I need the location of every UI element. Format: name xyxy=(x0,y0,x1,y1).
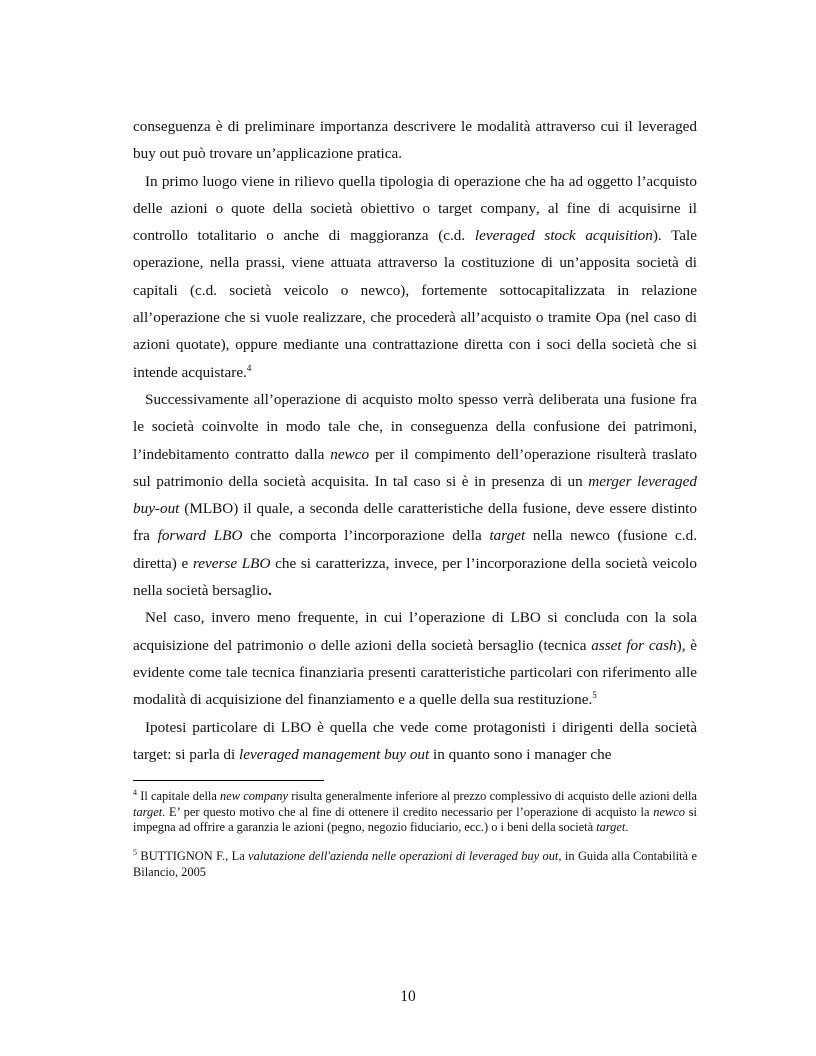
footnote-ref: 5 xyxy=(133,847,137,857)
text-run: che si caratterizza, invece, per l’incorporazione della società veicolo nella società bersaglio xyxy=(133,554,697,600)
text-run: Successivamente all’operazione di acquisto molto spesso verrà deliberata una fusione fra le società coinvolte in modo tale che, in conseguenza della confusione dei patrimoni, l’indebitamento contratto dalla xyxy=(133,390,697,463)
italic-text: asset for cash xyxy=(591,636,677,654)
text-run: che comporta l’incorporazione della xyxy=(242,527,490,545)
italic-text: target xyxy=(133,804,163,819)
italic-text: reverse LBO xyxy=(192,554,271,572)
text-run: (MLBO) il quale, a seconda delle caratteristiche della fusione, deve essere distinto fra xyxy=(133,500,697,545)
text-run: . xyxy=(625,820,629,835)
italic-text: leveraged stock acquisition xyxy=(474,227,653,245)
text-run: ). Tale operazione, nella prassi, viene attuata attraverso la costituzione di un’apposita società di capitali (c.d. società veicolo o newco), fortemente sottocapitalizzata in relazione all’operazione che si vuole realizzare, che procederà all’acquisto o tramite Opa (nel caso di azioni quotate), oppure mediante una contrattazione diretta con i soci della società che si intende acquistare. xyxy=(133,227,698,381)
footnotes xyxy=(133,789,697,880)
document-page xyxy=(133,113,697,893)
italic-text: new company xyxy=(220,789,288,804)
italic-text: merger leveraged buy-out xyxy=(133,472,697,518)
italic-text: forward LBO xyxy=(157,527,243,545)
text-run: in quanto sono i manager che xyxy=(429,745,612,763)
italic-text: newco xyxy=(330,445,370,463)
footnote-ref: 4 xyxy=(246,362,252,373)
text-run: BUTTIGNON F., La xyxy=(137,848,249,863)
bold-text: . xyxy=(267,582,272,600)
text-run: per il compimento dell’operazione risulterà traslato sul patrimonio della società acquisita. In tal caso si è in presenza di un xyxy=(133,445,697,490)
footnote-separator xyxy=(133,780,324,781)
text-run: risulta generalmente inferiore al prezzo complessivo di acquisto delle azioni della xyxy=(287,789,697,804)
paragraph-5 xyxy=(133,714,697,769)
italic-text: target xyxy=(596,820,626,835)
italic-text: leveraged management buy out xyxy=(239,745,430,763)
body-text xyxy=(133,113,697,768)
italic-text: newco xyxy=(653,804,685,819)
italic-text: target xyxy=(489,527,526,545)
text-run: In primo luogo viene in rilievo quella tipologia di operazione che ha ad oggetto l’acquisto delle azioni o quote della società obiettivo o target company xyxy=(133,172,697,217)
text-run: conseguenza è di preliminare importanza descrivere le modalità attraverso cui il leveraged buy out può trovare un’applicazione pratica. xyxy=(133,118,697,163)
text-run: Nel caso, invero meno frequente, in cui l’operazione di LBO si concluda con la sola acquisizione del patrimonio o delle azioni della società bersaglio (tecnica xyxy=(133,609,697,654)
footnote-ref: 4 xyxy=(133,788,137,798)
paragraph-2 xyxy=(133,168,697,386)
text-run: nella newco (fusione c.d. diretta) e xyxy=(133,527,697,572)
footnote-4 xyxy=(133,789,697,836)
italic-text: valutazione dell'azienda nelle operazioni di leveraged buy out xyxy=(248,848,559,863)
paragraph-3 xyxy=(133,386,697,604)
footnote-ref: 5 xyxy=(592,690,597,701)
text-run: . E’ per questo motivo che al fine di ottenere il credito necessario per l’operazione di acquisto la xyxy=(162,804,654,819)
italic-text: , xyxy=(536,199,540,217)
page-number: 10 xyxy=(400,988,416,1005)
text-run: Il capitale della xyxy=(137,789,221,804)
paragraph-4 xyxy=(133,604,697,713)
text-run: al fine di acquisirne il controllo totalitario o anche di maggioranza (c.d. xyxy=(133,199,697,245)
footnote-5 xyxy=(133,849,697,880)
text-run: , in Guida alla Contabilità e Bilancio, 2005 xyxy=(133,848,697,879)
paragraph-1 xyxy=(133,113,697,168)
text-run: si impegna ad offrire a garanzia le azioni (pegno, negozio fiduciario, ecc.) o i beni della società xyxy=(133,804,697,835)
text-run: Ipotesi particolare di LBO è quella che vede come protagonisti i dirigenti della società target: si parla di xyxy=(133,718,697,763)
text-run: ), è evidente come tale tecnica finanziaria presenti caratteristiche particolari con riferimento alle modalità di acquisizione del finanziamento e a quelle della sua restituzione. xyxy=(133,636,697,709)
